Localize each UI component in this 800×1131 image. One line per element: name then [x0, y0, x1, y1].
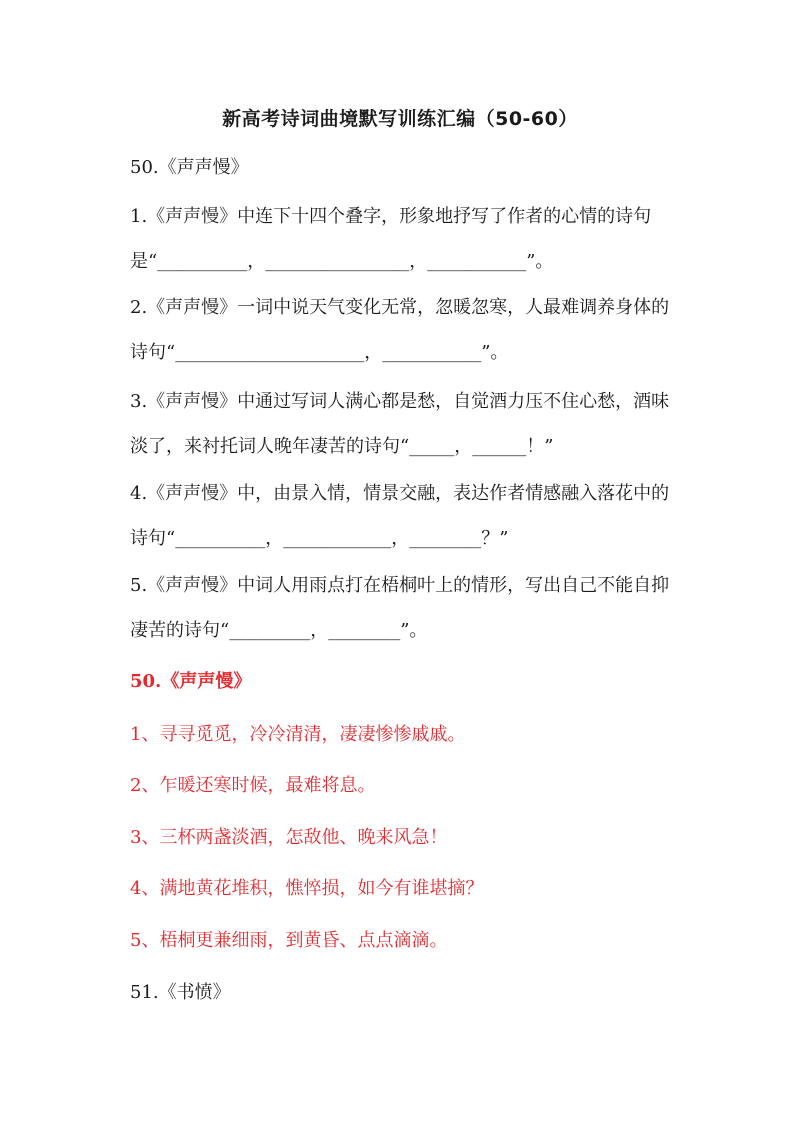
answer-1: 1、寻寻觅觅，冷冷清清，凄凄惨惨戚戚。	[130, 724, 466, 745]
answer-4: 4、满地黄花堆积，憔悴损，如今有谁堪摘？	[130, 878, 484, 899]
answer-heading-50: 50.《声声慢》	[130, 671, 252, 692]
page-title: 新高考诗词曲境默写训练汇编（50-60）	[222, 108, 578, 130]
section-heading-51: 51.《书愤》	[130, 982, 231, 1003]
question-4: 4.《声声慢》中，由景入情，情景交融，表达作者情感融入落花中的诗句“__________，____________，________？”	[130, 483, 670, 549]
question-5: 5.《声声慢》中词人用雨点打在梧桐叶上的情形，写出自己不能自抑凄苦的诗句“_________，________”。	[130, 575, 670, 641]
answer-2: 2、乍暖还寒时候，最难将息。	[130, 775, 376, 796]
question-1: 1.《声声慢》中连下十四个叠字，形象地抒写了作者的心情的诗句是“__________，________________，___________”。	[130, 206, 652, 272]
answer-3: 3、三杯两盏淡酒，怎敌他、晚来风急！	[130, 827, 448, 848]
section-heading-50: 50.《声声慢》	[130, 157, 249, 178]
answer-5: 5、梧桐更兼细雨，到黄昏、点点滴滴。	[130, 930, 448, 951]
question-2: 2.《声声慢》一词中说天气变化无常，忽暖忽寒，人最难调养身体的诗句“_____________________，___________”。	[130, 297, 670, 363]
question-3: 3.《声声慢》中通过写词人满心都是愁，自觉酒力压不住心愁，酒味淡了，来衬托词人晚年凄苦的诗句“_____，______！”	[130, 391, 670, 457]
